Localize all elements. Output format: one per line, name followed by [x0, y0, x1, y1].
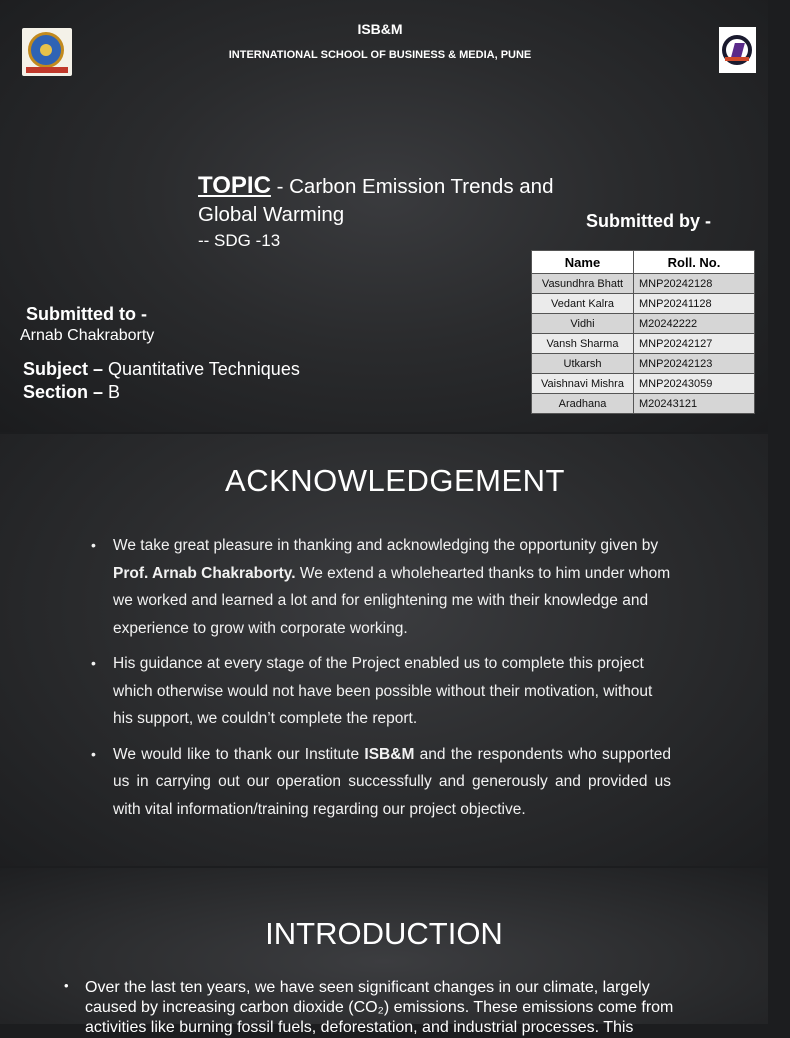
school-short-name: ISB&M [357, 21, 403, 37]
column-header-name: Name [532, 251, 634, 274]
list-item [91, 741, 671, 824]
student-roll: MNP20241128 [634, 294, 755, 314]
submitted-by-heading: Submitted by - [586, 211, 711, 231]
student-name: Vidhi [532, 314, 634, 334]
acknowledgement-title: ACKNOWLEDGEMENT [225, 463, 565, 498]
ack-text-3b: and the respondents who supported us in carrying out our operation successfully and generously and provided us with vital information/training regarding our project objective. [113, 745, 671, 818]
student-roll: MNP20242123 [634, 354, 755, 374]
introduction-title: INTRODUCTION [265, 916, 503, 951]
introduction-list [64, 978, 704, 1038]
table-row [532, 354, 755, 374]
list-item [64, 978, 704, 1038]
title-slide [0, 0, 768, 432]
ack-text-1a: We take great pleasure in thanking and acknowledging the opportunity given by [113, 537, 659, 554]
topic-label: TOPIC [198, 172, 271, 199]
bullet-icon: • [91, 745, 96, 762]
list-item [91, 532, 671, 642]
table-header-row [532, 251, 755, 274]
ack-text-3a: We would like to thank our Institute [113, 745, 365, 763]
section-line [23, 382, 120, 403]
subject-label: Subject – [23, 359, 104, 379]
submitted-to-heading: Submitted to - [26, 304, 147, 324]
ack-prof-name: Prof. Arnab Chakraborty. [113, 564, 296, 582]
table-row [532, 374, 755, 394]
ack-text-1b: We extend a wholehearted thanks to him under whom we worked and learned a lot and for enlightening me with their knowledge and experience to grow with corporate working. [113, 564, 671, 637]
ack-text-2: His guidance at every stage of the Project enabled us to complete this project which otherwise would not have been possible without their motivation, without his support, we couldn’t complete the report. [113, 655, 653, 727]
table-row [532, 294, 755, 314]
topic-text: - Carbon Emission Trends and Global Warming [198, 175, 554, 226]
section-label: Section – [23, 382, 104, 402]
column-header-roll: Roll. No. [634, 251, 755, 274]
sdg-label: -- SDG -13 [198, 231, 281, 250]
table-row [532, 274, 755, 294]
school-full-name: INTERNATIONAL SCHOOL OF BUSINESS & MEDIA, PUNE [228, 49, 532, 61]
ack-institute-name: ISB&M [364, 745, 415, 763]
student-roll: MNP20242127 [634, 334, 755, 354]
subject-line [23, 359, 300, 380]
student-name: Vasundhra Bhatt [532, 274, 634, 294]
table-row [532, 334, 755, 354]
submitted-to-name: Arnab Chakraborty [20, 327, 155, 344]
intro-paragraph: Over the last ten years, we have seen significant changes in our climate, largely caused by increasing carbon dioxide (CO₂) emissions. These emissions come from activities like burning fossil fuels, deforestation, and industrial processes. This [85, 979, 674, 1036]
student-name: Utkarsh [532, 354, 634, 374]
list-item [91, 650, 671, 733]
student-name: Vaishnavi Mishra [532, 374, 634, 394]
student-name: Vansh Sharma [532, 334, 634, 354]
student-roll: MNP20242128 [634, 274, 755, 294]
student-name: Aradhana [532, 394, 634, 414]
bullet-icon: • [64, 978, 69, 993]
bullet-icon: • [91, 655, 96, 671]
student-roll: M20243121 [634, 394, 755, 414]
subject-value: Quantitative Techniques [103, 359, 300, 379]
table-row [532, 394, 755, 414]
student-name: Vedant Kalra [532, 294, 634, 314]
bullet-icon: • [91, 537, 96, 553]
section-value: B [103, 382, 121, 402]
acknowledgement-list [91, 532, 671, 831]
introduction-slide [0, 868, 768, 1036]
acknowledgement-slide [0, 434, 768, 866]
table-row [532, 314, 755, 334]
students-table [531, 250, 755, 414]
topic-heading [198, 172, 558, 229]
student-roll: MNP20243059 [634, 374, 755, 394]
student-roll: M20242222 [634, 314, 755, 334]
